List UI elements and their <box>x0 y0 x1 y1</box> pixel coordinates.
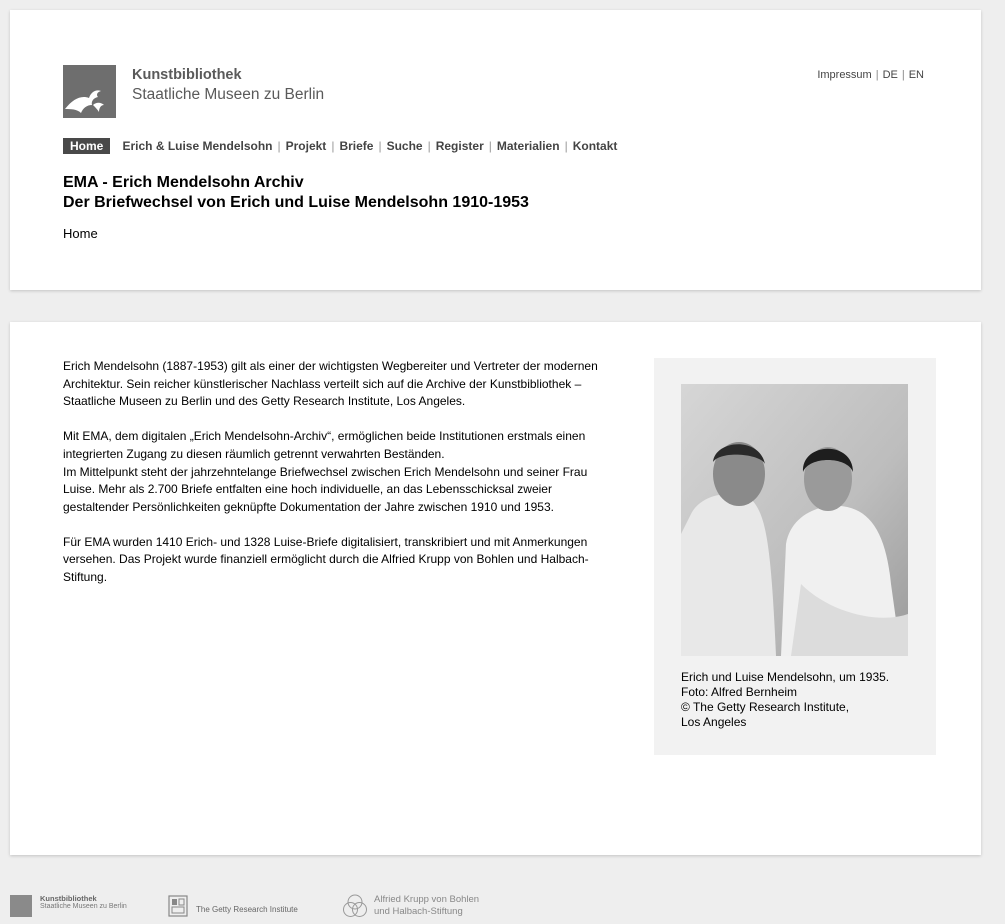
photo-figure <box>654 358 936 755</box>
photo-caption <box>681 670 921 730</box>
page-title-line2: Der Briefwechsel von Erich und Luise Mendelsohn 1910-1953 <box>63 194 529 211</box>
paragraph-ema-b: Im Mittelpunkt steht der jahrzehntelange Briefwechsel zwischen Erich Mendelsohn und seiner Frau Luise. Mehr als 2.700 Briefe entfalten eine hoch individuelle, an das Lebensschicksal zweier gestaltender Persönlichkeiten geknüpfte Dokumentation der Jahre zwischen 1910 und 1953. <box>63 464 588 514</box>
footer-kb-subtitle: Staatliche Museen zu Berlin <box>40 903 127 910</box>
lang-de-link[interactable]: DE <box>882 69 898 81</box>
caption-line: © The Getty Research Institute, <box>681 700 850 714</box>
separator: | <box>901 69 905 81</box>
paragraph-funding: Für EMA wurden 1410 Erich- und 1328 Luise-Briefe digitalisiert, transkribiert und mit Anmerkungen versehen. Das Projekt wurde finanziell ermöglicht durch die Alfried Krupp von Bohlen und Halbach-Stiftung. <box>63 534 589 585</box>
kunstbibliothek-logo[interactable] <box>63 65 363 120</box>
krupp-rings-icon <box>342 893 368 919</box>
lang-en-link[interactable]: EN <box>908 69 924 81</box>
nav-suche[interactable]: Suche <box>386 139 423 153</box>
caption-line: Erich und Luise Mendelsohn, um 1935. <box>681 670 890 684</box>
nav-materialien[interactable]: Materialien <box>496 139 560 153</box>
eagle-logo-icon <box>10 895 32 917</box>
footer-getty-text: The Getty Research Institute <box>196 905 298 914</box>
impressum-link[interactable]: Impressum <box>817 69 872 81</box>
separator: | <box>564 139 568 153</box>
separator: | <box>277 139 281 153</box>
nav-home[interactable]: Home <box>63 138 110 154</box>
main-nav <box>63 138 618 154</box>
page-title <box>63 173 529 213</box>
separator: | <box>427 139 431 153</box>
separator: | <box>331 139 335 153</box>
nav-register[interactable]: Register <box>435 139 484 153</box>
footer-krupp-line1: Alfried Krupp von Bohlen <box>374 894 480 905</box>
nav-kontakt[interactable]: Kontakt <box>572 139 618 153</box>
mendelsohn-photo <box>681 384 908 656</box>
logo-subtitle: Staatliche Museen zu Berlin <box>132 86 325 103</box>
paragraph-ema-a: Mit EMA, dem digitalen „Erich Mendelsohn-Archiv“, ermöglichen beide Institutionen erstmals einen integrierten Zugang zu diesen räumlich getrennt verwahrten Beständen. <box>63 429 586 461</box>
page-title-line1: EMA - Erich Mendelsohn Archiv <box>63 174 304 191</box>
logo-title: Kunstbibliothek <box>132 67 242 83</box>
top-links <box>817 69 924 81</box>
caption-line: Los Angeles <box>681 715 747 729</box>
nav-briefe[interactable]: Briefe <box>339 139 374 153</box>
paragraph-intro: Erich Mendelsohn (1887-1953) gilt als einer der wichtigsten Wegbereiter und Vertreter der modernen Architektur. Sein reicher künstlerischer Nachlass verteilt sich auf die Archive der Kunstbibliothek – Staatliche Museen zu Berlin und des Getty Research Institute, Los Angeles. <box>63 359 598 409</box>
footer-kunstbibliothek-logo[interactable] <box>10 891 140 921</box>
footer-kb-title: Kunstbibliothek <box>40 894 97 903</box>
content-card <box>10 322 981 855</box>
nav-projekt[interactable]: Projekt <box>285 139 327 153</box>
separator: | <box>875 69 879 81</box>
footer-krupp-logo[interactable] <box>342 891 502 921</box>
paragraph-ema <box>63 428 608 517</box>
getty-mark-icon <box>168 895 188 917</box>
separator: | <box>488 139 492 153</box>
separator: | <box>378 139 382 153</box>
nav-erich-luise[interactable]: Erich & Luise Mendelsohn <box>122 139 273 153</box>
intro-text <box>63 358 608 604</box>
caption-line: Foto: Alfred Bernheim <box>681 685 798 699</box>
breadcrumb: Home <box>63 226 98 241</box>
footer-getty-logo[interactable] <box>168 891 318 921</box>
header-card <box>10 10 981 290</box>
eagle-logo-icon <box>63 65 116 118</box>
footer-krupp-line2: und Halbach-Stiftung <box>374 906 463 917</box>
